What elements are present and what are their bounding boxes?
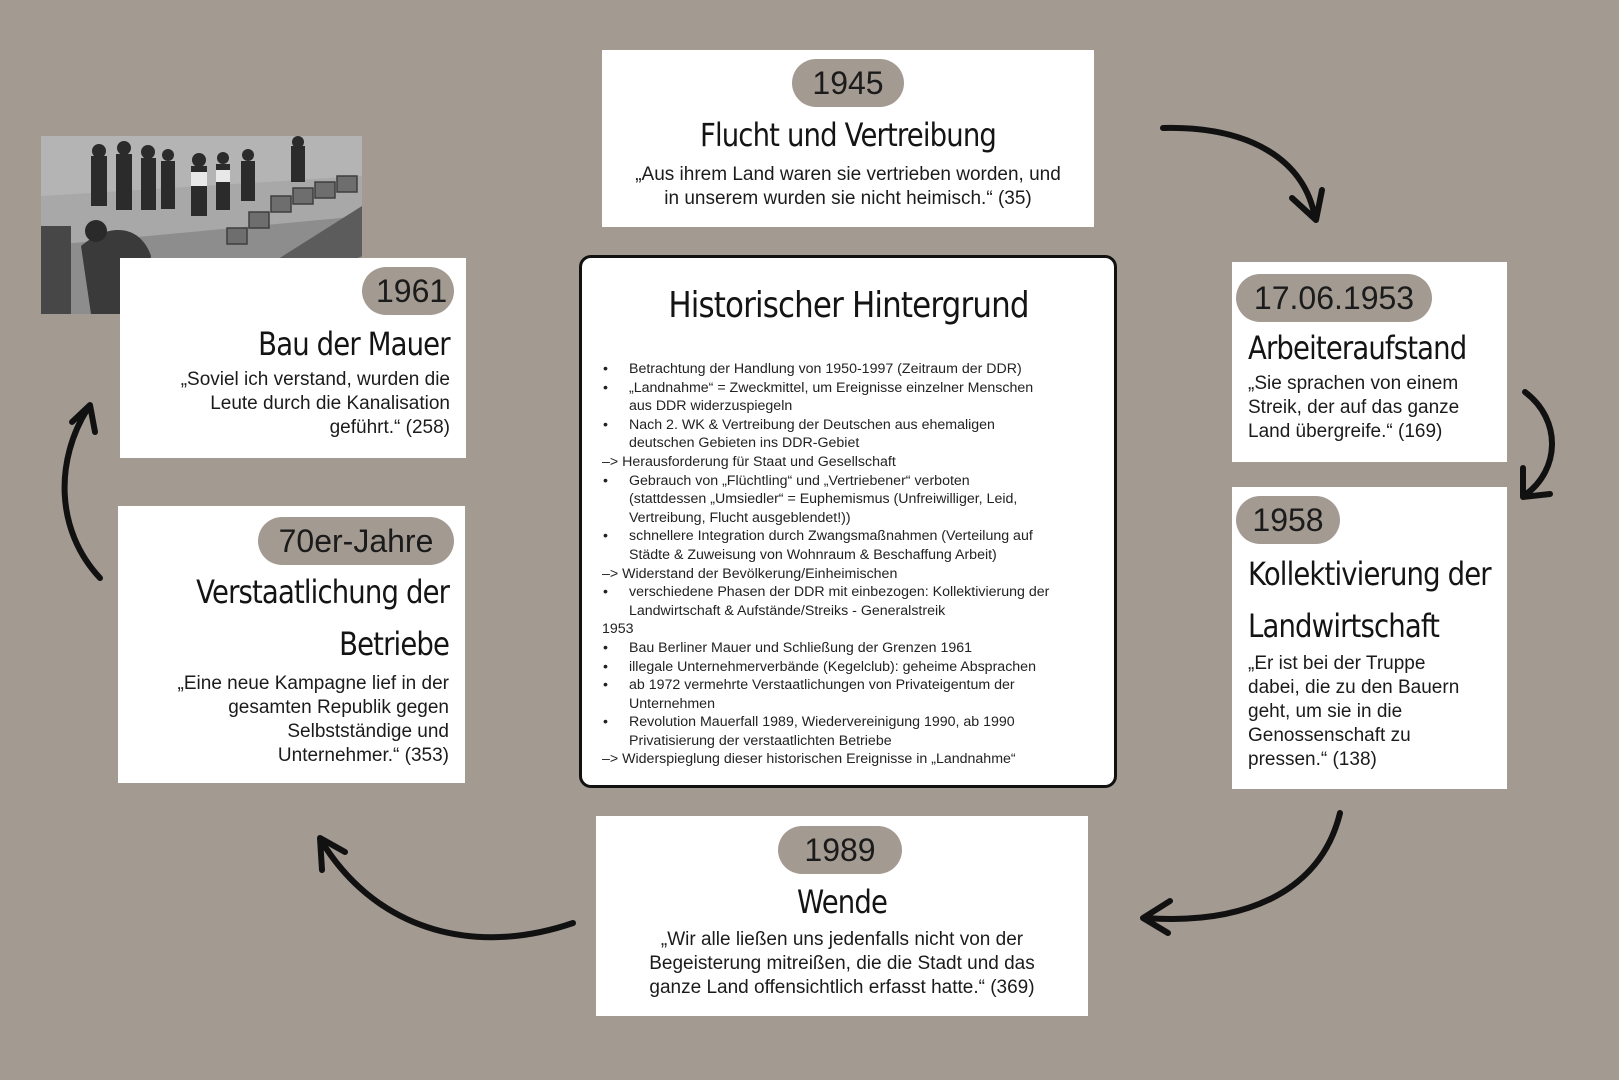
quote-line: Selbstständige und — [287, 721, 449, 742]
bullet-item — [602, 472, 1102, 491]
quote-line: pressen.“ (138) — [1248, 749, 1377, 770]
bullet-dot-icon: • — [603, 714, 608, 731]
bullet-dot-icon: • — [603, 416, 608, 433]
card-1945 — [602, 50, 1094, 227]
quote-70er — [129, 672, 449, 768]
bullet-text: Gebrauch von „Flüchtling“ und „Vertriebener“ verboten — [629, 472, 970, 489]
title-line: Verstaatlichung der — [196, 573, 449, 611]
bullet-continuation — [602, 509, 1102, 528]
bullet-text: –> Herausforderung für Staat und Gesellschaft — [602, 453, 896, 470]
quote-line: geführt.“ (258) — [329, 417, 450, 438]
bullet-item — [602, 658, 1102, 677]
bullet-item — [602, 379, 1102, 398]
bullet-continuation — [602, 602, 1102, 621]
title-kollektivierung — [1248, 548, 1491, 652]
bullet-dot-icon: • — [603, 379, 608, 396]
arrow-70er-to-1961 — [65, 408, 100, 578]
arrowhead-1989-to-70er — [320, 838, 345, 870]
title-flucht-vertreibung: Flucht und Vertreibung — [699, 116, 997, 154]
quote-line: „Sie sprachen von einem — [1248, 373, 1459, 394]
bullet-continuation — [602, 397, 1102, 416]
historischer-hintergrund-box — [579, 255, 1117, 788]
bullet-continuation — [602, 620, 1102, 639]
bullet-text: Betrachtung der Handlung von 1950-1997 (Zeitraum der DDR) — [629, 361, 1022, 377]
quote-line: „Er ist bei der Truppe — [1248, 653, 1426, 674]
quote-line: „Wir alle ließen uns jedenfalls nicht von der — [660, 929, 1024, 950]
bullet-dot-icon: • — [603, 658, 608, 675]
quote-line: gesamten Republik gegen — [228, 697, 449, 718]
year-badge-1961: 1961 — [362, 267, 454, 315]
center-title-text: Historischer Hintergrund — [667, 285, 1029, 326]
quote-line: in unserem wurden sie nicht heimisch.“ (35) — [664, 188, 1032, 209]
quote-1945 — [602, 163, 1094, 211]
bullet-text: schnellere Integration durch Zwangsmaßnahmen (Verteilung auf — [629, 528, 1033, 545]
title-wende: Wende — [796, 883, 888, 921]
bullet-item — [602, 639, 1102, 658]
year-badge-1945: 1945 — [792, 59, 904, 107]
bullet-text: Unternehmen — [629, 695, 715, 712]
year-badge-1989: 1989 — [778, 826, 902, 874]
quote-1961 — [130, 368, 450, 440]
quote-line: Land übergreife.“ (169) — [1248, 421, 1443, 442]
bullet-text: Privatisierung der verstaatlichten Betriebe — [629, 732, 892, 749]
bullet-dot-icon: • — [603, 584, 608, 601]
bullet-item — [602, 713, 1102, 732]
bullet-dot-icon: • — [603, 472, 608, 489]
quote-line: Unternehmer.“ (353) — [277, 745, 449, 766]
bullet-item — [602, 360, 1102, 379]
bullet-text: „Landnahme“ = Zweckmittel, um Ereignisse einzelner Menschen — [629, 379, 1034, 396]
year-badge-1958: 1958 — [1236, 496, 1340, 544]
arrow-1953-to-1958 — [1525, 392, 1552, 495]
title-arbeiteraufstand: Arbeiteraufstand — [1248, 329, 1467, 367]
arrow-1945-to-1953 — [1163, 128, 1315, 218]
quote-line: dabei, die zu den Bauern — [1248, 677, 1460, 698]
quote-1953 — [1248, 372, 1498, 444]
bullet-text: –> Widerstand der Bevölkerung/Einheimischen — [602, 565, 898, 582]
bullet-continuation — [602, 565, 1102, 584]
bullet-text: 1953 — [602, 621, 634, 638]
quote-line: Genossenschaft zu — [1248, 725, 1411, 746]
card-1961 — [120, 258, 466, 458]
bullet-text: Landwirtschaft & Aufstände/Streiks - Generalstreik — [629, 602, 946, 619]
quote-line: Begeisterung mitreißen, die die Stadt und das — [649, 953, 1035, 974]
bullet-item — [602, 527, 1102, 546]
bullet-continuation — [602, 434, 1102, 453]
quote-line: Streik, der auf das ganze — [1248, 397, 1460, 418]
quote-line: „Aus ihrem Land waren sie vertrieben worden, und — [635, 164, 1061, 185]
year-badge-1953: 17.06.1953 — [1236, 274, 1432, 322]
bullet-text: Vertreibung, Flucht ausgeblendet!)) — [629, 509, 851, 526]
background-bullet-list — [602, 360, 1102, 769]
title-verstaatlichung — [196, 566, 449, 670]
bullet-continuation — [602, 453, 1102, 472]
bullet-text: –> Widerspieglung dieser historischen Ereignisse in „Landnahme“ — [602, 751, 1016, 768]
arrow-1989-to-70er — [322, 842, 573, 937]
bullet-continuation — [602, 695, 1102, 714]
bullet-item — [602, 583, 1102, 602]
bullet-text: aus DDR widerzuspiegeln — [629, 398, 793, 415]
bullet-continuation — [602, 732, 1102, 751]
bullet-text: verschiedene Phasen der DDR mit einbezogen: Kollektivierung der — [629, 584, 1050, 601]
quote-line: geht, um sie in die — [1248, 701, 1403, 722]
bullet-dot-icon: • — [603, 361, 608, 377]
bullet-dot-icon: • — [603, 677, 608, 694]
bullet-continuation — [602, 490, 1102, 509]
title-line: Betriebe — [338, 625, 449, 663]
bullet-item — [602, 416, 1102, 435]
arrowhead-1953-to-1958 — [1523, 468, 1550, 497]
bullet-continuation — [602, 546, 1102, 565]
card-70er-jahre — [118, 506, 465, 783]
bullet-text: Städte & Zuweisung von Wohnraum & Beschaffung Arbeit) — [629, 546, 997, 563]
arrowhead-70er-to-1961 — [72, 405, 95, 432]
title-line: Kollektivierung der — [1248, 555, 1491, 593]
title-bau-der-mauer: Bau der Mauer — [258, 325, 450, 363]
quote-line: „Eine neue Kampagne lief in der — [177, 673, 449, 694]
bullet-text: (stattdessen „Umsiedler“ = Euphemismus (Unfreiwilliger, Leid, — [629, 491, 1018, 508]
arrowhead-1958-to-1989 — [1143, 901, 1170, 933]
bullet-text: Revolution Mauerfall 1989, Wiedervereinigung 1990, ab 1990 — [629, 714, 1015, 731]
quote-1989 — [596, 928, 1088, 1000]
card-1953 — [1232, 262, 1507, 462]
bullet-dot-icon: • — [603, 528, 608, 545]
arrow-1958-to-1989 — [1145, 813, 1340, 919]
bullet-item — [602, 676, 1102, 695]
card-1989 — [596, 816, 1088, 1016]
bullet-continuation — [602, 750, 1102, 769]
year-badge-70er: 70er-Jahre — [258, 517, 454, 565]
quote-1958 — [1248, 652, 1503, 772]
bullet-dot-icon: • — [603, 639, 608, 656]
arrowhead-1945-to-1953 — [1292, 190, 1322, 220]
title-line: Landwirtschaft — [1248, 607, 1440, 645]
card-1958 — [1232, 487, 1507, 789]
bullet-text: Bau Berliner Mauer und Schließung der Grenzen 1961 — [629, 639, 973, 656]
center-title — [582, 285, 1114, 326]
bullet-text: ab 1972 vermehrte Verstaatlichungen von Privateigentum der — [629, 677, 1015, 694]
bullet-text: Nach 2. WK & Vertreibung der Deutschen aus ehemaligen — [629, 416, 995, 433]
quote-line: Leute durch die Kanalisation — [210, 393, 450, 414]
bullet-text: illegale Unternehmerverbände (Kegelclub): geheime Absprachen — [629, 658, 1036, 675]
bullet-text: deutschen Gebieten ins DDR-Gebiet — [629, 435, 860, 452]
quote-line: ganze Land offensichtlich erfasst hatte.“ (369) — [649, 977, 1035, 998]
quote-line: „Soviel ich verstand, wurden die — [180, 369, 450, 390]
